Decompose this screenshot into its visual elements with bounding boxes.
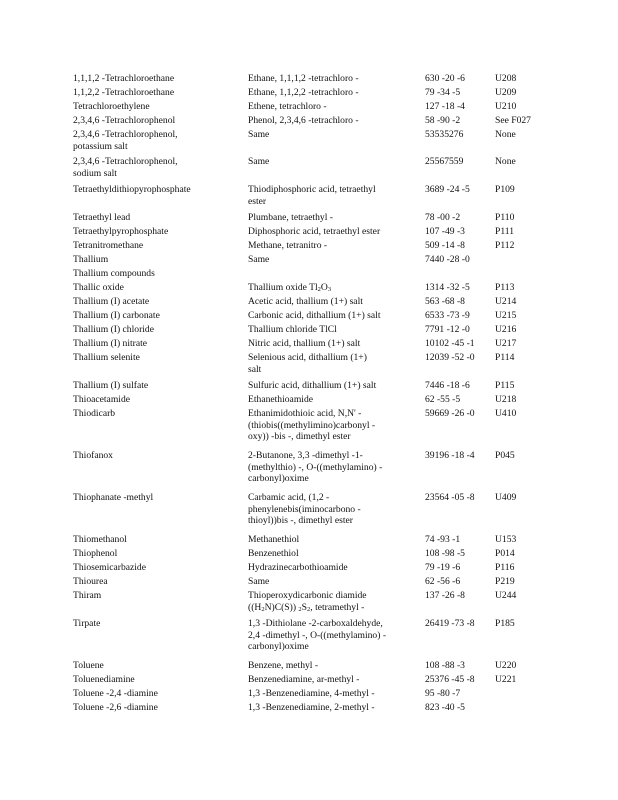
chemical-synonym-line: oxy)) -bis -, dimethyl ester [248,431,351,442]
chemical-name-line: Toluene [73,660,104,671]
chemical-name [73,380,243,392]
chemical-name-line: sodium salt [73,167,117,179]
chemical-name-line: Thallium compounds [73,268,155,279]
chemical-synonym-line: Thallium oxide $Tl_2O_3$ [248,282,332,293]
chemical-synonym [248,590,418,613]
chemical-name-line: Tetraethyldithiopyrophosphate [73,184,191,195]
cas-number [425,129,493,141]
waste-code-line: P116 [495,562,515,573]
cas-number-line: 79 -34 -5 [425,87,461,98]
chemical-name [73,254,243,266]
cas-number-line: 25376 -45 -8 [425,674,475,685]
cas-number-line: 137 -26 -8 [425,590,465,601]
cas-number [425,101,493,113]
chemical-name-line: Thallium selenite [73,352,140,363]
chemical-synonym-line: Methane, tetranitro - [248,240,328,251]
chemical-name-line: Thiophanate -methyl [73,492,154,503]
cas-number-line: 108 -98 -5 [425,548,465,559]
cas-number [425,660,493,672]
chemical-name-line: potassium salt [73,140,128,152]
waste-code [495,408,555,420]
cas-number [425,310,493,322]
cas-number-line: 127 -18 -4 [425,101,465,112]
chemical-name-line: Thioacetamide [73,394,131,405]
waste-code-line: U208 [495,73,517,84]
cas-number-line: 53535276 [425,129,464,140]
waste-code-line: None [495,129,516,140]
chemical-synonym [248,450,418,485]
cas-number [425,87,493,99]
cas-number-line: 78 -00 -2 [425,212,461,223]
chemical-name-line: Thiomethanol [73,534,127,545]
chemical-name-line: Tetraethylpyrophosphate [73,226,169,237]
chemical-name [73,562,243,574]
chemical-synonym-line: Sulfuric acid, dithallium (1+) salt [248,380,377,391]
cas-number-line: 39196 -18 -4 [425,450,475,461]
waste-code-line: None [495,156,516,167]
cas-number [425,548,493,560]
waste-code-line: U215 [495,310,517,321]
waste-code-line: U153 [495,534,517,545]
chemical-name-line: Thallium (I) nitrate [73,338,148,349]
chemical-synonym-line: Acetic acid, thallium (1+) salt [248,296,363,307]
cas-number-line: 509 -14 -8 [425,240,465,251]
chemical-synonym-line: (thiobis((methylimino)carbonyl - [248,419,376,431]
waste-code-line: U214 [495,296,517,307]
chemical-name-line: Thiofanox [73,450,113,461]
cas-number [425,282,493,294]
chemical-name-line: Toluene -2,6 -diamine [73,702,158,713]
waste-code [495,212,555,224]
chemical-name [73,184,243,196]
cas-number [425,590,493,602]
chemical-name-line: Tetraethyl lead [73,212,131,223]
chemical-synonym-line: Carbamic acid, (1,2 - [248,492,330,503]
chemical-synonym [248,702,418,714]
chemical-synonym-line: salt [248,363,262,375]
cas-number [425,115,493,127]
chemical-synonym-line: Same [248,254,270,265]
chemical-name [73,548,243,560]
cas-number [425,212,493,224]
waste-code [495,87,555,99]
chemical-name [73,352,243,364]
chemical-name-line: Toluene -2,4 -diamine [73,688,158,699]
chemical-synonym-line: Ethane, 1,1,1,2 -tetrachloro - [248,73,359,84]
chemical-synonym-line: Same [248,129,270,140]
chemical-synonym [248,87,418,99]
waste-code-line: P014 [495,548,515,559]
chemical-name-line: Thallium (I) acetate [73,296,150,307]
chemical-synonym-line: Ethanethioamide [248,394,314,405]
chemical-name [73,101,243,113]
chemical-synonym [248,129,418,141]
cas-number [425,254,493,266]
cas-number [425,618,493,630]
chemical-synonym-line: Hydrazinecarbothioamide [248,562,348,573]
waste-code-line: U221 [495,674,517,685]
chemical-name [73,156,243,179]
waste-code [495,310,555,322]
chemical-name [73,212,243,224]
cas-number [425,450,493,462]
chemical-name [73,87,243,99]
chemical-synonym-line: carbonyl)oxime [248,641,309,652]
waste-code [495,534,555,546]
cas-number-line: 12039 -52 -0 [425,352,475,363]
chemical-name-line: Tetranitromethane [73,240,144,251]
chemical-synonym [248,618,418,653]
chemical-synonym-line: Ethanimidothioic acid, N,N' - [248,408,362,419]
chemical-synonym [248,212,418,224]
waste-code [495,450,555,462]
chemical-name-line: 2,3,4,6 -Tetrachlorophenol, [73,156,178,167]
cas-number-line: 74 -93 -1 [425,534,461,545]
chemical-name [73,129,243,152]
waste-code-line: U410 [495,408,517,419]
cas-number-line: 79 -19 -6 [425,562,461,573]
chemical-synonym-line: Ethane, 1,1,2,2 -tetrachloro - [248,87,359,98]
chemical-name [73,492,243,504]
chemical-synonym [248,240,418,252]
waste-code-line: P219 [495,576,515,587]
waste-code-line: P113 [495,282,515,293]
cas-number [425,156,493,168]
chemical-name-line: 1,1,1,2 -Tetrachloroethane [73,73,175,84]
waste-code [495,129,555,141]
cas-number [425,380,493,392]
cas-number [425,73,493,85]
chemical-synonym [248,380,418,392]
cas-number [425,702,493,714]
chemical-synonym [248,101,418,113]
chemical-name [73,576,243,588]
chemical-name-line: Tirpate [73,618,101,629]
chemical-synonym [248,660,418,672]
waste-code [495,674,555,686]
chemical-synonym-line: Nitric acid, thallium (1+) salt [248,338,361,349]
cas-number [425,226,493,238]
chemical-name-line: Thiophenol [73,548,118,559]
waste-code [495,618,555,630]
chemical-synonym [248,282,418,294]
chemical-synonym-line: Same [248,156,270,167]
cas-number [425,394,493,406]
chemical-synonym-line: Benzene, methyl - [248,660,319,671]
cas-number-line: 25567559 [425,156,464,167]
chemical-name-line: Thiodicarb [73,408,116,419]
waste-code-line: P110 [495,212,515,223]
waste-code [495,562,555,574]
chemical-synonym-line: Phenol, 2,3,4,6 -tetrachloro - [248,115,359,126]
chemical-name [73,240,243,252]
waste-code-line: U209 [495,87,517,98]
waste-code-line: U409 [495,492,517,503]
chemical-synonym [248,115,418,127]
waste-code-line: See F027 [495,115,531,126]
waste-code [495,73,555,85]
chemical-synonym-line: Benzenediamine, ar-methyl - [248,674,360,685]
chemical-name [73,296,243,308]
chemical-name [73,450,243,462]
chemical-name [73,660,243,672]
cas-number [425,688,493,700]
cas-number [425,562,493,574]
chemical-name [73,115,243,127]
waste-code-line: U210 [495,101,517,112]
cas-number [425,576,493,588]
chemical-synonym [248,492,418,527]
chemical-synonym [248,562,418,574]
cas-number-line: 26419 -73 -8 [425,618,475,629]
chemical-synonym [248,548,418,560]
waste-code [495,226,555,238]
cas-number-line: 7440 -28 -0 [425,254,470,265]
waste-code-line: P115 [495,380,515,391]
cas-number [425,184,493,196]
chemical-name [73,590,243,602]
chemical-name [73,268,243,280]
cas-number-line: 823 -40 -5 [425,702,465,713]
chemical-synonym-line: 1,3 -Benzenediamine, 4-methyl - [248,688,375,699]
chemical-synonym-line: Ethene, tetrachloro - [248,101,327,112]
waste-code-line: U218 [495,394,517,405]
chemical-synonym [248,534,418,546]
chemical-name-line: Thiourea [73,576,108,587]
waste-code [495,394,555,406]
cas-number-line: 563 -68 -8 [425,296,465,307]
chemical-synonym-line: 1,3 -Benzenediamine, 2-methyl - [248,702,375,713]
chemical-synonym-line: Thiodiphosphoric acid, tetraethyl [248,184,376,195]
waste-code-line: P109 [495,184,515,195]
waste-code [495,115,555,127]
chemical-synonym-line: ester [248,195,267,207]
waste-code [495,240,555,252]
cas-number [425,324,493,336]
chemical-synonym [248,352,418,375]
chemical-synonym [248,394,418,406]
waste-code [495,576,555,588]
chemical-synonym-line: Carbonic acid, dithallium (1+) salt [248,310,381,321]
cas-number-line: 630 -20 -6 [425,73,465,84]
chemical-synonym [248,408,418,443]
waste-code [495,352,555,364]
cas-number [425,338,493,350]
cas-number-line: 107 -49 -3 [425,226,465,237]
cas-number [425,492,493,504]
waste-code [495,660,555,672]
chemical-synonym [248,156,418,168]
waste-code [495,282,555,294]
waste-code [495,492,555,504]
chemical-name [73,73,243,85]
cas-number [425,240,493,252]
chemical-synonym [248,310,418,322]
chemical-synonym-line: Plumbane, tetraethyl - [248,212,333,223]
chemical-synonym-line: Thioperoxydicarbonic diamide [248,590,367,601]
waste-code-line: U220 [495,660,517,671]
chemical-name-line: Thallium (I) carbonate [73,310,160,321]
chemical-synonym-line: Diphosphoric acid, tetraethyl ester [248,226,381,237]
chemical-synonym-line: 2,4 -dimethyl -, O-((methylamino) - [248,629,387,641]
chemical-synonym [248,73,418,85]
waste-code-line: P045 [495,450,515,461]
chemical-name [73,310,243,322]
cas-number [425,352,493,364]
cas-number [425,534,493,546]
chemical-synonym [248,254,418,266]
chemical-name-line: Thallic oxide [73,282,124,293]
waste-code-line: U244 [495,590,517,601]
chemical-name-line: Thallium (I) sulfate [73,380,149,391]
cas-number-line: 62 -56 -6 [425,576,461,587]
chemical-name [73,282,243,294]
waste-code-line: P114 [495,352,515,363]
chemical-name-line: 2,3,4,6 -Tetrachlorophenol, [73,129,178,140]
chemical-synonym-line: 2-Butanone, 3,3 -dimethyl -1- [248,450,363,461]
chemical-name [73,324,243,336]
chemical-name-line: Thiram [73,590,102,601]
cas-number [425,674,493,686]
chemical-name [73,394,243,406]
cas-number-line: 7446 -18 -6 [425,380,470,391]
chemical-synonym [248,226,418,238]
cas-number-line: 7791 -12 -0 [425,324,470,335]
chemical-name-line: Thiosemicarbazide [73,562,146,573]
waste-code-line: P112 [495,240,515,251]
chemical-synonym-line: (methylthio) -, O-((methylamino) - [248,461,383,473]
chemical-synonym [248,184,418,207]
chemical-name-line: Thallium (I) chloride [73,324,154,335]
chemical-synonym-line: Benzenethiol [248,548,299,559]
chemical-synonym-line: phenylenebis(iminocarbono - [248,503,361,515]
waste-code-line: P111 [495,226,515,237]
chemical-name-line: Toluenediamine [73,674,135,685]
chemical-synonym-line: Thallium chloride TlCl [248,324,337,335]
chemical-synonym-line: $((H_2N)C(S))$ $_2S_2$, tetramethyl - [248,601,365,613]
chemical-synonym [248,296,418,308]
chemical-name [73,702,243,714]
chemical-synonym [248,576,418,588]
cas-number-line: 1314 -32 -5 [425,282,470,293]
chemical-synonym-line: 1,3 -Dithiolane -2-carboxaldehyde, [248,618,383,629]
cas-number-line: 23564 -05 -8 [425,492,475,503]
chemical-synonym-line: carbonyl)oxime [248,473,309,484]
chemical-name-line: 1,1,2,2 -Tetrachloroethane [73,87,175,98]
chemical-synonym-line: thioyl))bis -, dimethyl ester [248,515,353,526]
waste-code [495,324,555,336]
cas-number [425,296,493,308]
cas-number-line: 62 -55 -5 [425,394,461,405]
chemical-name-line: 2,3,4,6 -Tetrachlorophenol [73,115,176,126]
waste-code [495,101,555,113]
chemical-name [73,226,243,238]
chemical-name [73,688,243,700]
chemical-name [73,618,243,630]
waste-code [495,380,555,392]
waste-code [495,156,555,168]
waste-code [495,184,555,196]
chemical-synonym [248,324,418,336]
waste-code-line: U217 [495,338,517,349]
chemical-synonym [248,674,418,686]
waste-code [495,296,555,308]
waste-code-line: P185 [495,618,515,629]
chemical-name-line: Thallium [73,254,109,265]
chemical-name [73,408,243,420]
cas-number [425,408,493,420]
chemical-name [73,338,243,350]
waste-code [495,338,555,350]
chemical-synonym-line: Selenious acid, dithallium (1+) [248,352,367,363]
cas-number-line: 108 -88 -3 [425,660,465,671]
chemical-synonym-line: Same [248,576,270,587]
cas-number-line: 58 -90 -2 [425,115,461,126]
chemical-synonym [248,338,418,350]
waste-code [495,590,555,602]
cas-number-line: 3689 -24 -5 [425,184,470,195]
cas-number-line: 59669 -26 -0 [425,408,475,419]
chemical-synonym-line: Methanethiol [248,534,300,545]
cas-number-line: 95 -80 -7 [425,688,461,699]
cas-number-line: 6533 -73 -9 [425,310,470,321]
cas-number-line: 10102 -45 -1 [425,338,475,349]
waste-code-line: U216 [495,324,517,335]
chemical-name [73,534,243,546]
chemical-name-line: Tetrachloroethylene [73,101,150,112]
chemical-name [73,674,243,686]
waste-code [495,548,555,560]
chemical-synonym [248,688,418,700]
